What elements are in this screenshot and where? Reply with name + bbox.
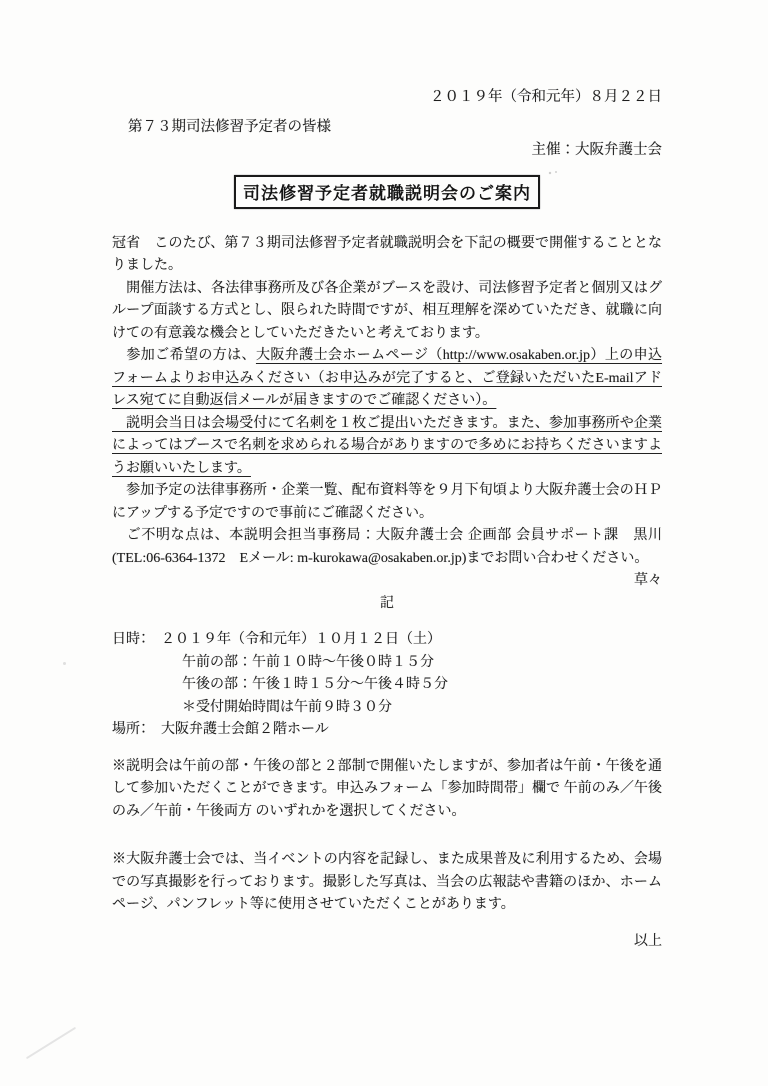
detail-datetime: 日時： ２０１９年（令和元年）１０月１２日（土） xyxy=(112,632,441,647)
paragraph-application xyxy=(112,345,662,413)
closing-sousou: 草々 xyxy=(634,573,662,588)
note-two-sessions-text: ※説明会は午前の部・午後の部と２部制で開催いたしますが、参加者は午前・午後を通して参加いただくことができます。申込みフォーム「参加時間帯」欄で 午前のみ／午後のみ／午前・午後両方 のいずれかを選択してください。 xyxy=(112,758,662,819)
note-photography-paragraph xyxy=(112,849,662,917)
title-row xyxy=(112,175,662,209)
detail-reception-time: ＊受付開始時間は午前９時３０分 xyxy=(112,699,392,715)
letter-body xyxy=(112,233,662,616)
contact-text: ご不明な点は、本説明会担当事務局：大阪弁護士会 企画部 会員サポート課 黒川(TEL:06-6364-1372 Eメール: m-kurokawa@osakaben.or.jp)までお問い合わせください。 xyxy=(112,528,662,566)
ki-marker: 記 xyxy=(380,595,394,611)
event-details xyxy=(112,629,662,742)
paragraph-opening xyxy=(112,233,662,278)
detail-afternoon-session: 午後の部：午後１時１５分～午後４時５分 xyxy=(112,677,448,692)
paragraph-format-text: 開催方法は、各法律事務所及び各企業がブースを設け、司法修習予定者と個別又はグループ面談する方式とし、限られた時間ですが、相互理解を深めていただき、就職に向けての有意義な機会としていただきたいと考えております。 xyxy=(112,280,662,341)
detail-place: 場所： 大阪弁護士会館２階ホール xyxy=(112,722,329,737)
organizer-line: 主催：大阪弁護士会 xyxy=(531,142,662,158)
paragraph-business-card xyxy=(112,413,662,481)
scan-artifact-dot xyxy=(63,662,66,665)
paragraph-materials xyxy=(112,480,662,525)
issue-date: ２０１９年（令和元年）８月２２日 xyxy=(430,89,662,105)
application-underlined-text: 大阪弁護士会ホームページ（http://www.osakaben.or.jp）上の申込フォームよりお申込みください（お申込みが完了すると、ご登録いただいたE-mailアドレス宛てに自動返信メールが届きますのでご確認ください）。 xyxy=(112,348,663,408)
paragraph-contact xyxy=(112,525,662,570)
detail-morning-session: 午前の部：午前１０時～午後０時１５分 xyxy=(112,654,434,670)
paragraph-opening-text: 冠省 このたび、第７３期司法修習予定者就職説明会を下記の概要で開催することとなりました。 xyxy=(112,235,662,273)
document-title: 司法修習予定者就職説明会のご案内 xyxy=(234,175,540,209)
materials-text: 参加予定の法律事務所・企業一覧、配布資料等を９月下旬頃より大阪弁護士会のＨＰにアップする予定ですので事前にご確認ください。 xyxy=(112,483,662,521)
letter-content xyxy=(112,86,662,953)
note-two-sessions-paragraph xyxy=(112,756,662,824)
paragraph-format xyxy=(112,278,662,346)
business-card-underlined-text: 説明会当日は会場受付にて名刺を１枚ご提出いただきます。また、参加事務所や企業によってはブースで名刺を求められる場合がありますので多めにお持ちくださいますようお願いいたします。 xyxy=(112,415,662,476)
note-photography-text: ※大阪弁護士会では、当イベントの内容を記録し、また成果普及に利用するため、会場での写真撮影を行っております。撮影した写真は、当会の広報誌や書籍のほか、ホームページ、パンフレット等に使用させていただくことがあります。 xyxy=(112,852,662,912)
end-mark-ijou: 以上 xyxy=(634,933,662,949)
application-intro-text: 参加ご希望の方は、 xyxy=(112,348,256,363)
addressee-line: 第７３期司法修習予定者の皆様 xyxy=(128,118,331,135)
scan-artifact-diagonal xyxy=(26,1027,76,1059)
note-photography xyxy=(112,849,662,953)
note-two-sessions xyxy=(112,756,662,824)
